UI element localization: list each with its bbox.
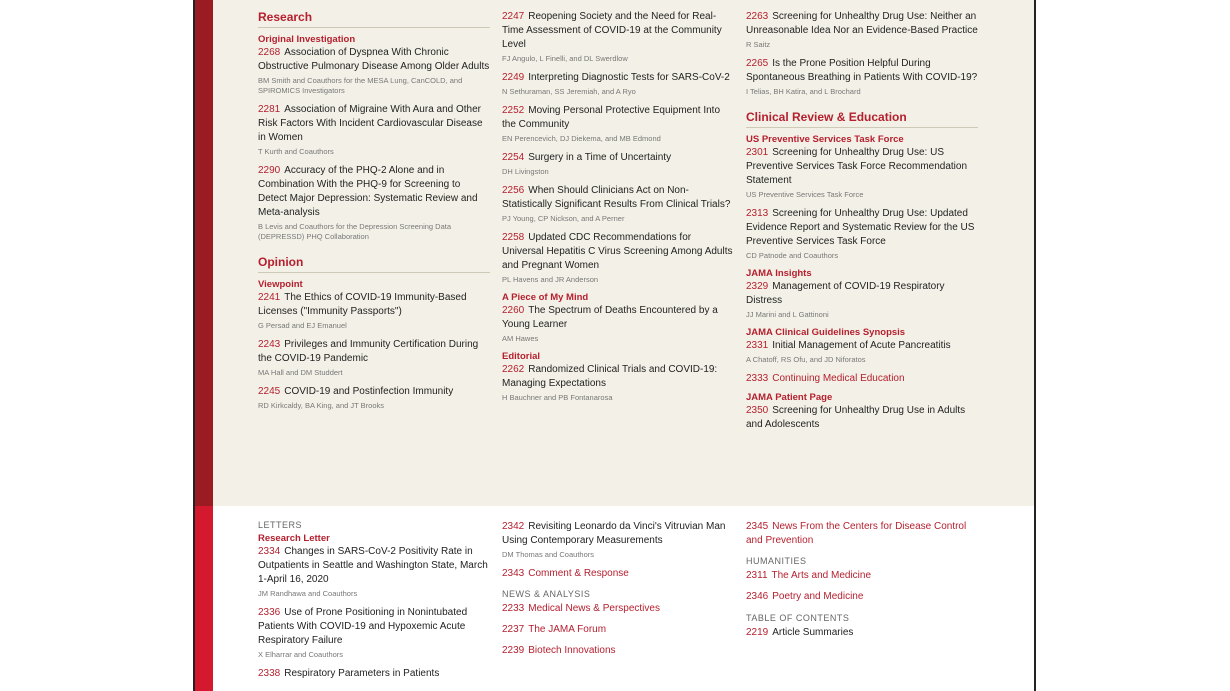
page-number: 2268 bbox=[258, 47, 281, 58]
left-stripe-dark bbox=[195, 0, 213, 506]
entry-authors: I Telias, BH Katira, and L Brochard bbox=[746, 87, 861, 96]
entry-authors: FJ Angulo, L Finelli, and DL Swerdlow bbox=[502, 54, 628, 63]
toc-entry[interactable] bbox=[502, 231, 734, 273]
entry-authors: MA Hall and DM Studdert bbox=[258, 368, 343, 377]
entry-title: Article Summaries bbox=[772, 627, 854, 638]
entry-title: Association of Dyspnea With Chronic Obstructive Pulmonary Disease Among Older Adults bbox=[258, 47, 490, 72]
page-number: 2258 bbox=[502, 232, 525, 243]
page-number: 2345 bbox=[746, 521, 769, 532]
entry-authors: B Levis and Coauthors for the Depression Screening Data (DEPRESSD) PHQ Collaboration bbox=[258, 222, 452, 241]
section-heading-letters: LETTERS bbox=[258, 520, 303, 530]
toc-entry[interactable] bbox=[258, 606, 490, 648]
subhead-jama-insights: JAMA Insights bbox=[746, 268, 812, 279]
entry-authors: DH Livingston bbox=[502, 167, 549, 176]
page-number: 2233 bbox=[502, 603, 525, 614]
entry-title: The Spectrum of Deaths Encountered by a Young Learner bbox=[502, 305, 718, 330]
toc-entry[interactable] bbox=[746, 590, 978, 604]
page-number: 2350 bbox=[746, 405, 769, 416]
page-number: 2263 bbox=[746, 11, 769, 22]
entry-title: The JAMA Forum bbox=[528, 624, 607, 635]
section-heading-toc: TABLE OF CONTENTS bbox=[746, 613, 850, 623]
entry-title: Continuing Medical Education bbox=[772, 373, 905, 384]
entry-title: Initial Management of Acute Pancreatitis bbox=[772, 340, 951, 351]
entry-title: Randomized Clinical Trials and COVID-19: Managing Expectations bbox=[502, 364, 718, 389]
toc-entry[interactable] bbox=[258, 164, 490, 220]
toc-entry[interactable] bbox=[502, 644, 734, 658]
left-stripe-bright bbox=[195, 506, 213, 691]
entry-authors: JM Randhawa and Coauthors bbox=[258, 589, 358, 598]
page-number: 2281 bbox=[258, 104, 281, 115]
page-number: 2219 bbox=[746, 627, 769, 638]
entry-authors: RD Kirkcaldy, BA King, and JT Brooks bbox=[258, 401, 385, 410]
entry-title: Is the Prone Position Helpful During Spontaneous Breathing in Patients With COVID-19? bbox=[746, 58, 978, 83]
entry-title: Accuracy of the PHQ-2 Alone and in Combination With the PHQ-9 for Screening to Detect Major Depression: Systematic Review and Meta-analysis bbox=[258, 165, 478, 218]
entry-authors: N Sethuraman, SS Jeremiah, and A Ryo bbox=[502, 87, 636, 96]
page-number: 2334 bbox=[258, 546, 281, 557]
page-number: 2254 bbox=[502, 152, 525, 163]
page-number: 2331 bbox=[746, 340, 769, 351]
toc-entry[interactable] bbox=[746, 626, 978, 640]
entry-title: Comment & Response bbox=[528, 568, 629, 579]
column-1 bbox=[258, 10, 490, 418]
toc-entry[interactable] bbox=[746, 10, 978, 38]
page-number: 2343 bbox=[502, 568, 525, 579]
toc-entry[interactable] bbox=[258, 46, 490, 74]
toc-entry[interactable] bbox=[746, 146, 978, 188]
entry-title: Screening for Unhealthy Drug Use: US Preventive Services Task Force Recommendation Statement bbox=[746, 147, 968, 186]
column-3 bbox=[746, 10, 978, 434]
toc-page bbox=[193, 0, 1036, 691]
toc-entry[interactable] bbox=[502, 71, 734, 85]
subhead-piece-of-my-mind: A Piece of My Mind bbox=[502, 292, 589, 303]
entry-title: Screening for Unhealthy Drug Use in Adults and Adolescents bbox=[746, 405, 966, 430]
entry-title: The Arts and Medicine bbox=[771, 570, 872, 581]
entry-authors: BM Smith and Coauthors for the MESA Lung, CanCOLD, and SPIROMICS Investigators bbox=[258, 76, 463, 95]
toc-entry[interactable] bbox=[502, 567, 734, 581]
column-2-lower bbox=[502, 520, 734, 660]
subhead-viewpoint: Viewpoint bbox=[258, 279, 303, 290]
entry-title: Use of Prone Positioning in Nonintubated Patients With COVID-19 and Hypoxemic Acute Respiratory Failure bbox=[258, 607, 468, 646]
entry-title: Changes in SARS-CoV-2 Positivity Rate in Outpatients in Seattle and Washington State, March 1-April 16, 2020 bbox=[258, 546, 488, 585]
subhead-patient-page: JAMA Patient Page bbox=[746, 392, 833, 403]
entry-title: Association of Migraine With Aura and Other Risk Factors With Incident Cardiovascular Disease in Women bbox=[258, 104, 483, 143]
entry-title: Surgery in a Time of Uncertainty bbox=[528, 152, 672, 163]
page-number: 2249 bbox=[502, 72, 525, 83]
section-heading-news: NEWS & ANALYSIS bbox=[502, 589, 591, 599]
page-number: 2265 bbox=[746, 58, 769, 69]
page-number: 2338 bbox=[258, 668, 281, 679]
subhead-original-investigation: Original Investigation bbox=[258, 34, 356, 45]
toc-entry[interactable] bbox=[258, 338, 490, 366]
entry-authors: R Saitz bbox=[746, 40, 771, 49]
column-3-lower bbox=[746, 520, 978, 642]
entry-title: When Should Clinicians Act on Non-Statistically Significant Results From Clinical Trials? bbox=[502, 185, 731, 210]
page-number: 2313 bbox=[746, 208, 769, 219]
entry-title: The Ethics of COVID-19 Immunity-Based Licenses ("Immunity Passports") bbox=[258, 292, 467, 317]
entry-title: COVID-19 and Postinfection Immunity bbox=[284, 386, 454, 397]
page-number: 2346 bbox=[746, 591, 769, 602]
section-heading-humanities: HUMANITIES bbox=[746, 556, 807, 566]
entry-title: Updated CDC Recommendations for Universal Hepatitis C Virus Screening Among Adults and Pregnant Women bbox=[502, 232, 733, 271]
entry-authors: G Persad and EJ Emanuel bbox=[258, 321, 347, 330]
page-number: 2336 bbox=[258, 607, 281, 618]
toc-entry[interactable] bbox=[502, 104, 734, 132]
toc-entry[interactable] bbox=[258, 103, 490, 145]
entry-authors: CD Patnode and Coauthors bbox=[746, 251, 839, 260]
entry-title: Respiratory Parameters in Patients bbox=[284, 668, 440, 679]
toc-entry[interactable] bbox=[502, 10, 734, 52]
page-number: 2237 bbox=[502, 624, 525, 635]
toc-entry[interactable] bbox=[746, 280, 978, 308]
page-number: 2301 bbox=[746, 147, 769, 158]
page-number: 2342 bbox=[502, 521, 525, 532]
entry-authors: US Preventive Services Task Force bbox=[746, 190, 864, 199]
entry-authors: T Kurth and Coauthors bbox=[258, 147, 334, 156]
toc-entry[interactable] bbox=[258, 291, 490, 319]
page-number: 2241 bbox=[258, 292, 281, 303]
column-2 bbox=[502, 10, 734, 410]
toc-entry[interactable] bbox=[502, 623, 734, 637]
entry-title: Medical News & Perspectives bbox=[528, 603, 660, 614]
toc-entry[interactable] bbox=[502, 363, 734, 391]
page-number: 2256 bbox=[502, 185, 525, 196]
toc-entry[interactable] bbox=[502, 304, 734, 332]
page-number: 2290 bbox=[258, 165, 281, 176]
section-heading-research: Research bbox=[258, 10, 490, 28]
entry-authors: EN Perencevich, DJ Diekema, and MB Edmond bbox=[502, 134, 661, 143]
page-number: 2311 bbox=[746, 570, 768, 581]
entry-title: Management of COVID-19 Respiratory Distress bbox=[746, 281, 945, 306]
entry-authors: X Elharrar and Coauthors bbox=[258, 650, 344, 659]
toc-entry[interactable] bbox=[746, 207, 978, 249]
toc-entry[interactable] bbox=[258, 385, 490, 399]
section-heading-clinical-review: Clinical Review & Education bbox=[746, 110, 978, 128]
entry-authors: H Bauchner and PB Fontanarosa bbox=[502, 393, 613, 402]
page-number: 2239 bbox=[502, 645, 525, 656]
toc-entry[interactable] bbox=[746, 372, 978, 386]
page-number: 2247 bbox=[502, 11, 525, 22]
entry-authors: JJ Marini and L Gattinoni bbox=[746, 310, 829, 319]
entry-title: Screening for Unhealthy Drug Use: Neither an Unreasonable Idea Nor an Evidence-Based Practice bbox=[746, 11, 978, 36]
subhead-uspstf: US Preventive Services Task Force bbox=[746, 134, 904, 145]
page-number: 2245 bbox=[258, 386, 281, 397]
toc-entry[interactable] bbox=[746, 569, 978, 583]
page-number: 2262 bbox=[502, 364, 525, 375]
entry-authors: DM Thomas and Coauthors bbox=[502, 550, 594, 559]
page-number: 2329 bbox=[746, 281, 769, 292]
entry-title: Privileges and Immunity Certification During the COVID-19 Pandemic bbox=[258, 339, 479, 364]
entry-title: Poetry and Medicine bbox=[772, 591, 864, 602]
entry-authors: A Chatoff, RS Ofu, and JD Niforatos bbox=[746, 355, 866, 364]
page-number: 2243 bbox=[258, 339, 281, 350]
entry-title: Interpreting Diagnostic Tests for SARS-CoV-2 bbox=[528, 72, 730, 83]
entry-authors: PL Havens and JR Anderson bbox=[502, 275, 599, 284]
toc-entry[interactable] bbox=[502, 520, 734, 548]
entry-title: News From the Centers for Disease Control and Prevention bbox=[746, 521, 967, 546]
subhead-research-letter: Research Letter bbox=[258, 533, 330, 544]
toc-entry[interactable] bbox=[258, 667, 490, 681]
entry-title: Reopening Society and the Need for Real-Time Assessment of COVID-19 at the Community Level bbox=[502, 11, 722, 50]
toc-entry[interactable] bbox=[258, 545, 490, 587]
toc-entry[interactable] bbox=[746, 57, 978, 85]
entry-title: Revisiting Leonardo da Vinci's Vitruvian Man Using Contemporary Measurements bbox=[502, 521, 726, 546]
column-1-lower bbox=[258, 520, 490, 683]
entry-authors: PJ Young, CP Nickson, and A Perner bbox=[502, 214, 625, 223]
page-number: 2252 bbox=[502, 105, 525, 116]
subhead-guidelines-synopsis: JAMA Clinical Guidelines Synopsis bbox=[746, 327, 906, 338]
entry-title: Moving Personal Protective Equipment Into the Community bbox=[502, 105, 721, 130]
page-number: 2260 bbox=[502, 305, 525, 316]
entry-title: Screening for Unhealthy Drug Use: Updated Evidence Report and Systematic Review for the US Preventive Services Task Force bbox=[746, 208, 975, 247]
section-heading-opinion: Opinion bbox=[258, 255, 490, 273]
toc-entry[interactable] bbox=[746, 520, 978, 548]
entry-authors: AM Hawes bbox=[502, 334, 539, 343]
subhead-editorial: Editorial bbox=[502, 351, 541, 362]
toc-entry[interactable] bbox=[502, 602, 734, 616]
entry-title: Biotech Innovations bbox=[528, 645, 616, 656]
toc-entry[interactable] bbox=[746, 339, 978, 353]
toc-entry[interactable] bbox=[502, 151, 734, 165]
toc-entry[interactable] bbox=[746, 404, 978, 432]
toc-entry[interactable] bbox=[502, 184, 734, 212]
page-number: 2333 bbox=[746, 373, 769, 384]
